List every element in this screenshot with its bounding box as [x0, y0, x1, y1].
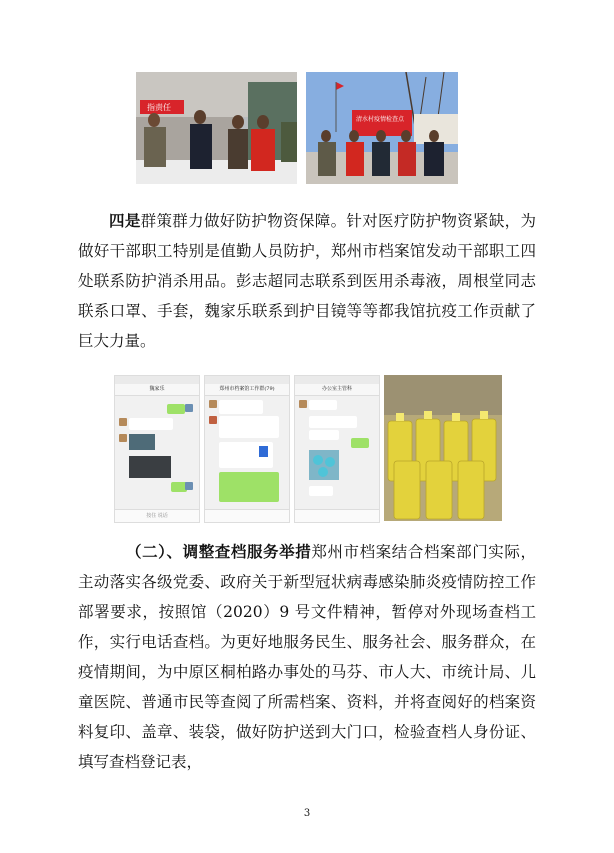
message-input: [295, 509, 379, 522]
paragraph-body: 群策群力做好防护物资保障。针对医疗防护物资紧缺，为做好干部职工特别是值勤人员防护，郑州市档案馆发动干部职工四处联系防护消杀用品。彭志超同志联系到医用杀毒液，周根堂同志联系口罩、手套，魏家乐联系到护目镜等等都我馆抗疫工作贡献了巨大力量。: [78, 212, 536, 350]
photo-village-checkpoint: [306, 72, 458, 184]
avatar: [119, 418, 127, 426]
message-input: [205, 509, 289, 522]
chat-title: 魏家乐: [115, 384, 199, 396]
section-heading: （二）、调整查档服务举措: [126, 542, 312, 561]
avatar: [119, 434, 127, 442]
chat-image: [129, 434, 155, 450]
avatar: [209, 400, 217, 408]
paragraph-lead: 四是: [109, 211, 141, 230]
status-bar: [205, 376, 289, 384]
file-icon: [259, 446, 268, 457]
paragraph-archive-service: [78, 537, 536, 777]
paragraph-supplies: [78, 206, 536, 356]
chat-bubble: [309, 416, 357, 428]
chat-image-masks: [309, 450, 339, 480]
avatar: [209, 416, 217, 424]
paragraph-body: 郑州市档案结合档案部门实际，主动落实各级党委、政府关于新型冠状病毒感染肺炎疫情防控工作部署要求，按照馆（2020）9 号文件精神，暂停对外现场查档工作，实行电话查档。为更好地服务民生、服务社会、服务群众，在疫情期间，为中原区桐柏路办事处的马芬、市人大、市统计局、儿童医院、普通市民等查阅了所需档案、资料，并将查阅好的档案资料复印、盖章、装袋，做好防护送到大门口，检验查档人身份证、填写查档登记表，: [78, 543, 536, 771]
photo-checkpoint-staff: [136, 72, 297, 184]
photo-disinfectant-bottles: [384, 375, 502, 521]
avatar: [299, 400, 307, 408]
voice-input-button: 按住 说话: [115, 509, 199, 522]
checkpoint-sign-text: 清水村疫情检查点: [356, 116, 405, 123]
chat-bubble: [219, 400, 263, 414]
chat-bubble: [219, 416, 279, 438]
chat-image: [129, 456, 171, 478]
chat-title: 郑州市档案馆工作群(79): [205, 384, 289, 396]
chat-bubble: [351, 438, 369, 448]
chat-bubble: [219, 472, 279, 502]
avatar: [185, 482, 193, 490]
chat-bubble: [309, 430, 339, 440]
chat-screenshot-3: [294, 375, 380, 523]
status-bar: [295, 376, 379, 384]
avatar: [185, 404, 193, 412]
page-number: 3: [303, 808, 311, 819]
chat-screenshot-2: [204, 375, 290, 523]
chat-bubble: [167, 404, 185, 414]
chat-title: 办公室主管科: [295, 384, 379, 396]
status-bar: [115, 376, 199, 384]
chat-screenshot-1: [114, 375, 200, 523]
chat-bubble: [129, 418, 173, 430]
banner-text: 指责任: [147, 103, 171, 112]
chat-bubble: [309, 400, 337, 410]
chat-bubble: [309, 486, 333, 496]
